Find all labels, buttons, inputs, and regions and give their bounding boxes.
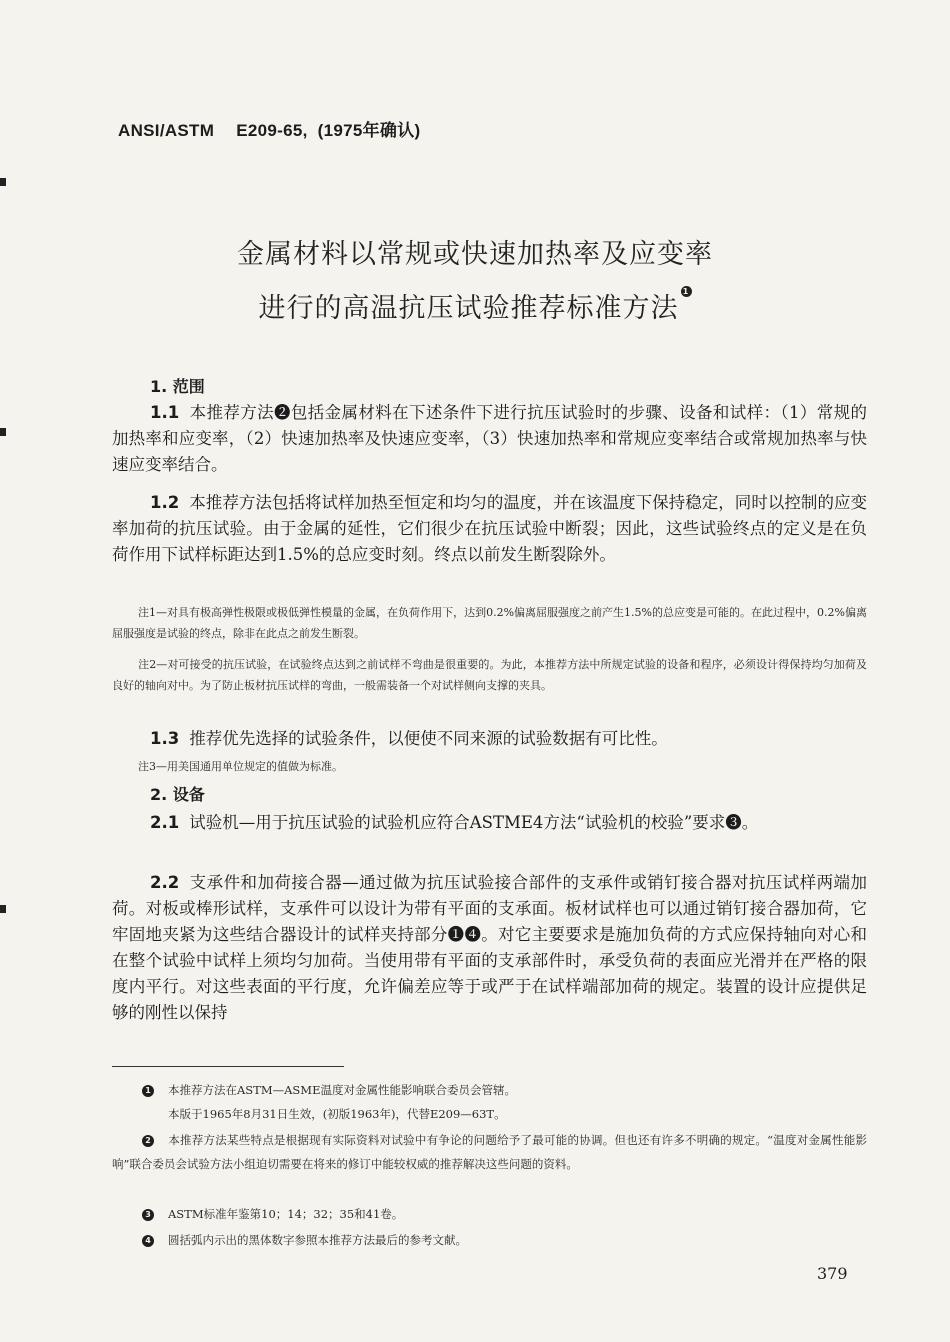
scan-edge-mark <box>0 178 6 186</box>
document-title-text: 进行的高温抗压试验推荐标准方法 <box>258 293 679 324</box>
note-text: 注3—用美国通用单位规定的值做为标准。 <box>138 760 343 773</box>
paragraph-number: 2.2 <box>150 873 180 892</box>
footnote-continuation: 本版于1965年8月31日生效，(初版1963年)，代替E209—63T。 <box>168 1107 506 1121</box>
paragraph-2-1 <box>112 810 867 836</box>
paragraph-1-1 <box>112 400 867 478</box>
paragraph-1-3 <box>112 726 867 752</box>
footnote-2 <box>112 1128 867 1176</box>
scan-edge-mark <box>0 428 6 436</box>
paragraph-number: 1.2 <box>150 493 180 512</box>
paragraph-number: 1.3 <box>150 729 180 748</box>
footnote-3 <box>112 1202 867 1226</box>
reapproval-note: (1975年确认) <box>317 121 421 140</box>
paragraph-text: 试验机—用于抗压试验的试验机应符合ASTME4方法“试验机的校验”要求❸。 <box>189 813 759 832</box>
standard-designation <box>118 116 421 141</box>
footnote-text: 本推荐方法在ASTM—ASME温度对金属性能影响联合委员会管辖。 <box>168 1083 516 1097</box>
paragraph-number: 1.1 <box>150 403 180 422</box>
document-title-line1: 金属材料以常规或快速加热率及应变率 <box>237 239 713 270</box>
standard-code: E209-65, <box>236 121 308 140</box>
footnote-4 <box>112 1228 867 1252</box>
page-number: 379 <box>817 1264 848 1283</box>
footnote-1 <box>112 1078 867 1126</box>
document-title-line2 <box>0 286 950 325</box>
footnote-text: ASTM标准年鉴第10；14；32；35和41卷。 <box>168 1207 404 1221</box>
paragraph-text: 本推荐方法包括将试样加热至恒定和均匀的温度，并在该温度下保持稳定，同时以控制的应变率加荷的抗压试验。由于金属的延性，它们很少在抗压试验中断裂；因此，这些试验终点的定义是在负荷作用下试样标距达到1.5%的总应变时刻。终点以前发生断裂除外。 <box>112 493 867 564</box>
note-2 <box>112 654 867 696</box>
note-text: 注2—对可接受的抗压试验，在试验终点达到之前试样不弯曲是很重要的。为此，本推荐方法中所规定试验的设备和程序，必须设计得保持均匀加荷及良好的轴向对中。为了防止板材抗压试样的弯曲，一般需装备一个对试样侧向支撑的夹具。 <box>112 658 867 692</box>
paragraph-text: 推荐优先选择的试验条件，以便使不同来源的试验数据有可比性。 <box>189 729 668 748</box>
note-1 <box>112 602 867 644</box>
section-heading-scope: 1. 范围 <box>150 377 205 396</box>
footnote-divider <box>112 1066 344 1067</box>
footnote-text: 圆括弧内示出的黑体数字参照本推荐方法最后的参考文献。 <box>168 1233 467 1247</box>
footnote-marker: 2 <box>142 1135 154 1147</box>
note-3 <box>112 756 867 777</box>
paragraph-2-2 <box>112 870 867 1026</box>
footnote-marker: 1 <box>142 1085 154 1097</box>
note-text: 注1—对具有极高弹性极限或极低弹性模量的金属，在负荷作用下，达到0.2%偏离屈服强度之前产生1.5%的总应变是可能的。在此过程中，0.2%偏离屈服强度是试验的终点，除非在此点之前发生断裂。 <box>112 606 867 640</box>
footnote-marker: 4 <box>142 1235 154 1247</box>
footnote-marker: 3 <box>142 1209 154 1221</box>
footnote-text: 本推荐方法某些特点是根据现有实际资料对试验中有争论的问题给予了最可能的协调。但也还有许多不明确的规定。“温度对金属性能影响”联合委员会试验方法小组迫切需要在将来的修订中能较权威的推荐解决这些问题的资料。 <box>112 1133 867 1171</box>
paragraph-number: 2.1 <box>150 813 180 832</box>
standard-org: ANSI/ASTM <box>118 121 215 140</box>
scan-edge-mark <box>0 905 6 913</box>
paragraph-text: 本推荐方法❷包括金属材料在下述条件下进行抗压试验时的步骤、设备和试样：（1）常规的加热率和应变率，（2）快速加热率及快速应变率，（3）快速加热率和常规应变率结合或常规加热率与快速应变率结合。 <box>112 403 867 474</box>
title-footnote-marker: 1 <box>681 286 692 297</box>
paragraph-1-2 <box>112 490 867 568</box>
paragraph-text: 支承件和加荷接合器—通过做为抗压试验接合部件的支承件或销钉接合器对抗压试样两端加荷。对板或棒形试样，支承件可以设计为带有平面的支承面。板材试样也可以通过销钉接合器加荷，它牢固地夹紧为这些结合器设计的试样夹持部分❶❹。对它主要要求是施加负荷的方式应保持轴向对心和在整个试验中试样上须均匀加荷。当使用带有平面的支承部件时，承受负荷的表面应光滑并在严格的限度内平行。对这些表面的平行度，允许偏差应等于或严于在试样端部加荷的规定。装置的设计应提供足够的刚性以保持 <box>112 873 867 1022</box>
section-heading-apparatus: 2. 设备 <box>150 785 205 804</box>
